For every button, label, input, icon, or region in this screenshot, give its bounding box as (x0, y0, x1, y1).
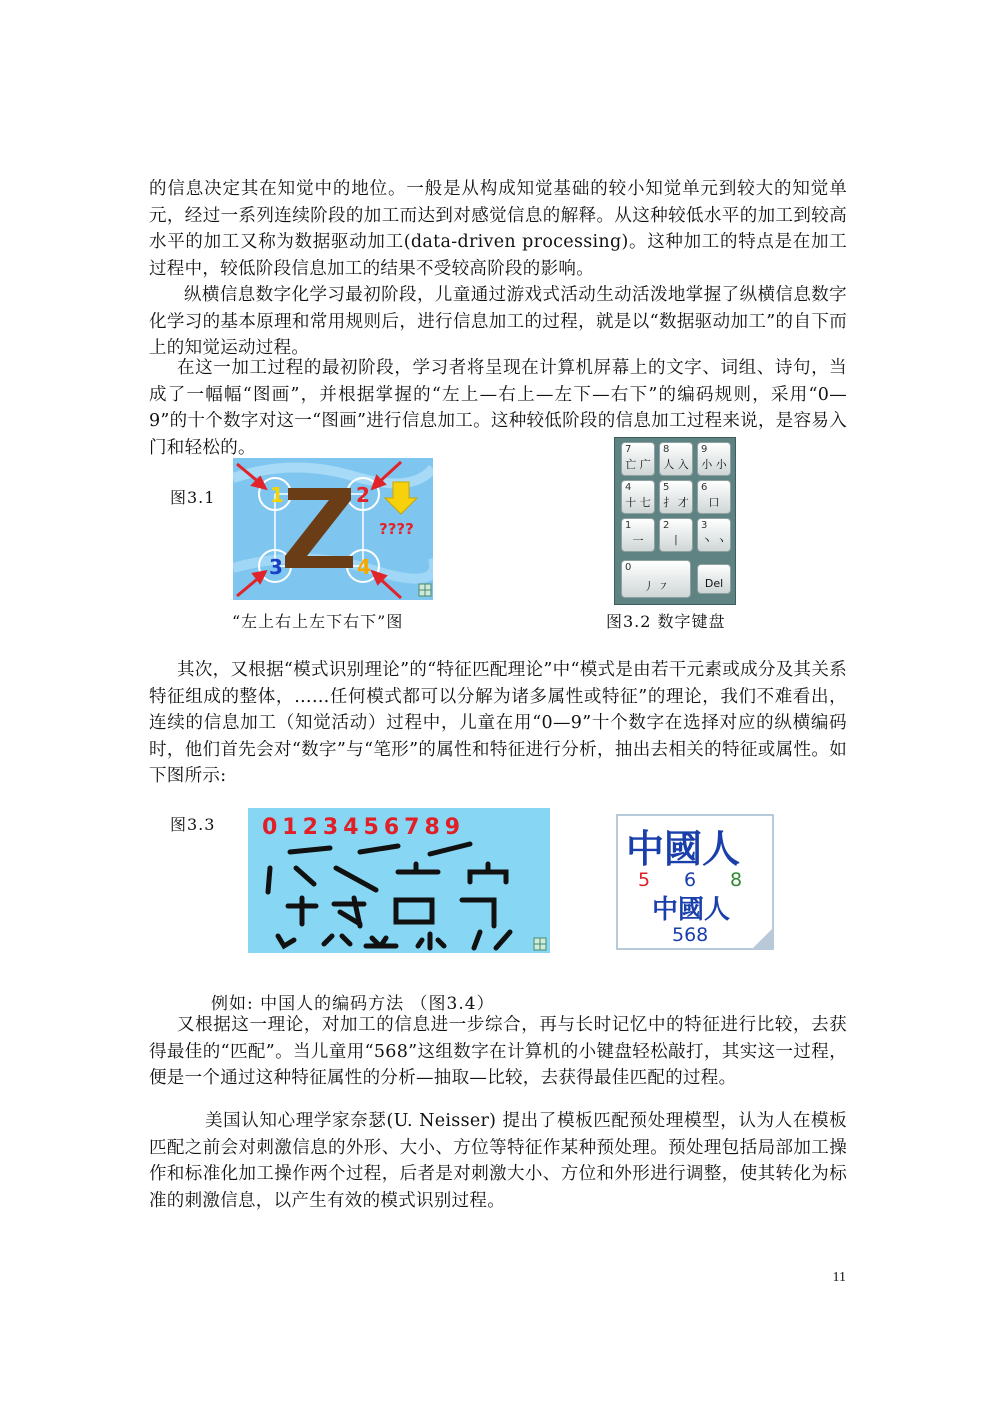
keypad-key-glyph: 一 (632, 534, 644, 547)
figure-3-3-digits-strokes (248, 808, 550, 953)
corner-2: 2 (356, 483, 370, 507)
keypad-key-glyph: 小 小 (701, 458, 727, 471)
figure-3-1-label: 图3.1 (170, 488, 216, 507)
keypad-key-glyph: 十 七 (625, 496, 651, 509)
figure-3-2-keypad (614, 437, 736, 605)
figure-3-4-zhongguoren (616, 814, 776, 952)
keypad-key-glyph: 人 入 (663, 458, 689, 471)
figure-3-2-caption: 图3.2 数字键盘 (606, 612, 726, 631)
code-large-8: 8 (730, 869, 743, 891)
keypad-key-glyph: Del (704, 577, 724, 590)
keypad-key-number: 5 (663, 482, 670, 493)
keypad-key (621, 518, 655, 552)
keypad-key (697, 564, 731, 594)
keypad-key-glyph: 丿 ㇇ (643, 580, 669, 593)
paragraph-1: 的信息决定其在知觉中的地位。一般是从构成知觉基础的较小知觉单元到较大的知觉单元，经过一系列连续阶段的加工而达到对感觉信息的解释。从这种较低水平的加工到较高水平的加工又称为数据驱动加工(data-driven processing)。这种加工的特点是在加工过程中，较低阶段信息加工的结果不受较高阶段的影响。 (149, 179, 847, 279)
chars-large: 中國人 (626, 827, 741, 871)
keypad-key-number: 8 (663, 444, 670, 455)
example-caption: 例如: 中国人的编码方法 （图3.4） (211, 994, 495, 1014)
paragraph-4: 其次，又根据“模式识别理论”的“特征匹配理论”中“模式是由若干元素或成分及其关系特征组成的整体，……任何模式都可以分解为诸多属性或特征”的理论，我们不难看出，连续的信息加工（知觉活动）过程中，儿童在用“0—9”十个数字在选择对应的纵横编码时，他们首先会对“数字”与“笔形”的属性和特征进行分析，抽出去相关的特征或属性。如下图所示: (149, 660, 847, 786)
paragraph-3: 在这一加工过程的最初阶段，学习者将呈现在计算机屏幕上的文字、词组、诗句，当成了一幅幅“图画”，并根据掌握的“左上—右上—左下—右下”的编码规则，采用“0—9”的十个数字对这一“图画”进行信息加工。这种较低阶段的信息加工过程来说，是容易入门和轻松的。 (149, 358, 847, 458)
figure-3-1-z-diagram (233, 458, 433, 600)
code-large-6: 6 (684, 869, 697, 891)
keypad-key-glyph: 丶 ヽ (701, 534, 727, 547)
keypad-key-number: 2 (663, 520, 670, 531)
keypad-key-number: 1 (625, 520, 632, 531)
keypad-key-number: 9 (701, 444, 708, 455)
keypad-key-glyph: 扌 才 (663, 496, 689, 509)
keypad-key (621, 560, 691, 598)
chars-small: 中國人 (652, 895, 731, 925)
figure-3-3-label: 图3.3 (170, 815, 216, 834)
keypad-key (659, 518, 693, 552)
corner-4: 4 (357, 555, 371, 579)
keypad-key-glyph: 口 (708, 496, 720, 509)
digit-row: 0123456789 (262, 815, 466, 840)
code-large-5: 5 (638, 869, 651, 891)
figure-3-1-caption: “左上右上左下右下”图 (232, 612, 404, 631)
keypad-key-glyph: 丨 (670, 534, 682, 547)
corner-3: 3 (269, 555, 283, 579)
paragraph-5: 又根据这一理论，对加工的信息进一步综合，再与长时记忆中的特征进行比较，去获得最佳的“匹配”。当儿童用“568”这组数字在计算机的小键盘轻松敲打，其实这一过程，便是一个通过这种特征属性的分析—抽取—比较，去获得最佳匹配的过程。 (149, 1015, 847, 1088)
keypad-grid (615, 438, 735, 604)
paragraph-6: 美国认知心理学家奈瑟(U. Neisser) 提出了模板匹配预处理模型，认为人在模板匹配之前会对刺激信息的外形、大小、方位等特征作某种预处理。预处理包括局部加工操作和标准化加工操作两个过程，后者是对刺激大小、方位和外形进行调整，使其转化为标准的刺激信息，以产生有效的模式识别过程。 (149, 1111, 847, 1211)
keypad-key (659, 480, 693, 514)
keypad-key-number: 7 (625, 444, 632, 455)
keypad-key (621, 442, 655, 476)
paragraph-2: 纵横信息数字化学习最初阶段，儿童通过游戏式活动生动活泼地掌握了纵横信息数字化学习的基本原理和常用规则后，进行信息加工的过程，就是以“数据驱动加工”的自下而上的知觉运动过程。 (149, 285, 847, 358)
keypad-key-number: 0 (625, 562, 632, 573)
keypad-key (621, 480, 655, 514)
keypad-key-glyph: 亡 广 (625, 458, 651, 471)
question-marks: ???? (379, 520, 414, 538)
keypad-key (697, 518, 731, 552)
keypad-key (659, 442, 693, 476)
keypad-key (697, 442, 731, 476)
keypad-key (697, 480, 731, 514)
corner-1: 1 (270, 483, 284, 507)
page-number: 11 (832, 1270, 846, 1285)
codes-small: 568 (672, 924, 709, 946)
keypad-key-number: 4 (625, 482, 632, 493)
keypad-key-number: 6 (701, 482, 708, 493)
keypad-key-number: 3 (701, 520, 708, 531)
